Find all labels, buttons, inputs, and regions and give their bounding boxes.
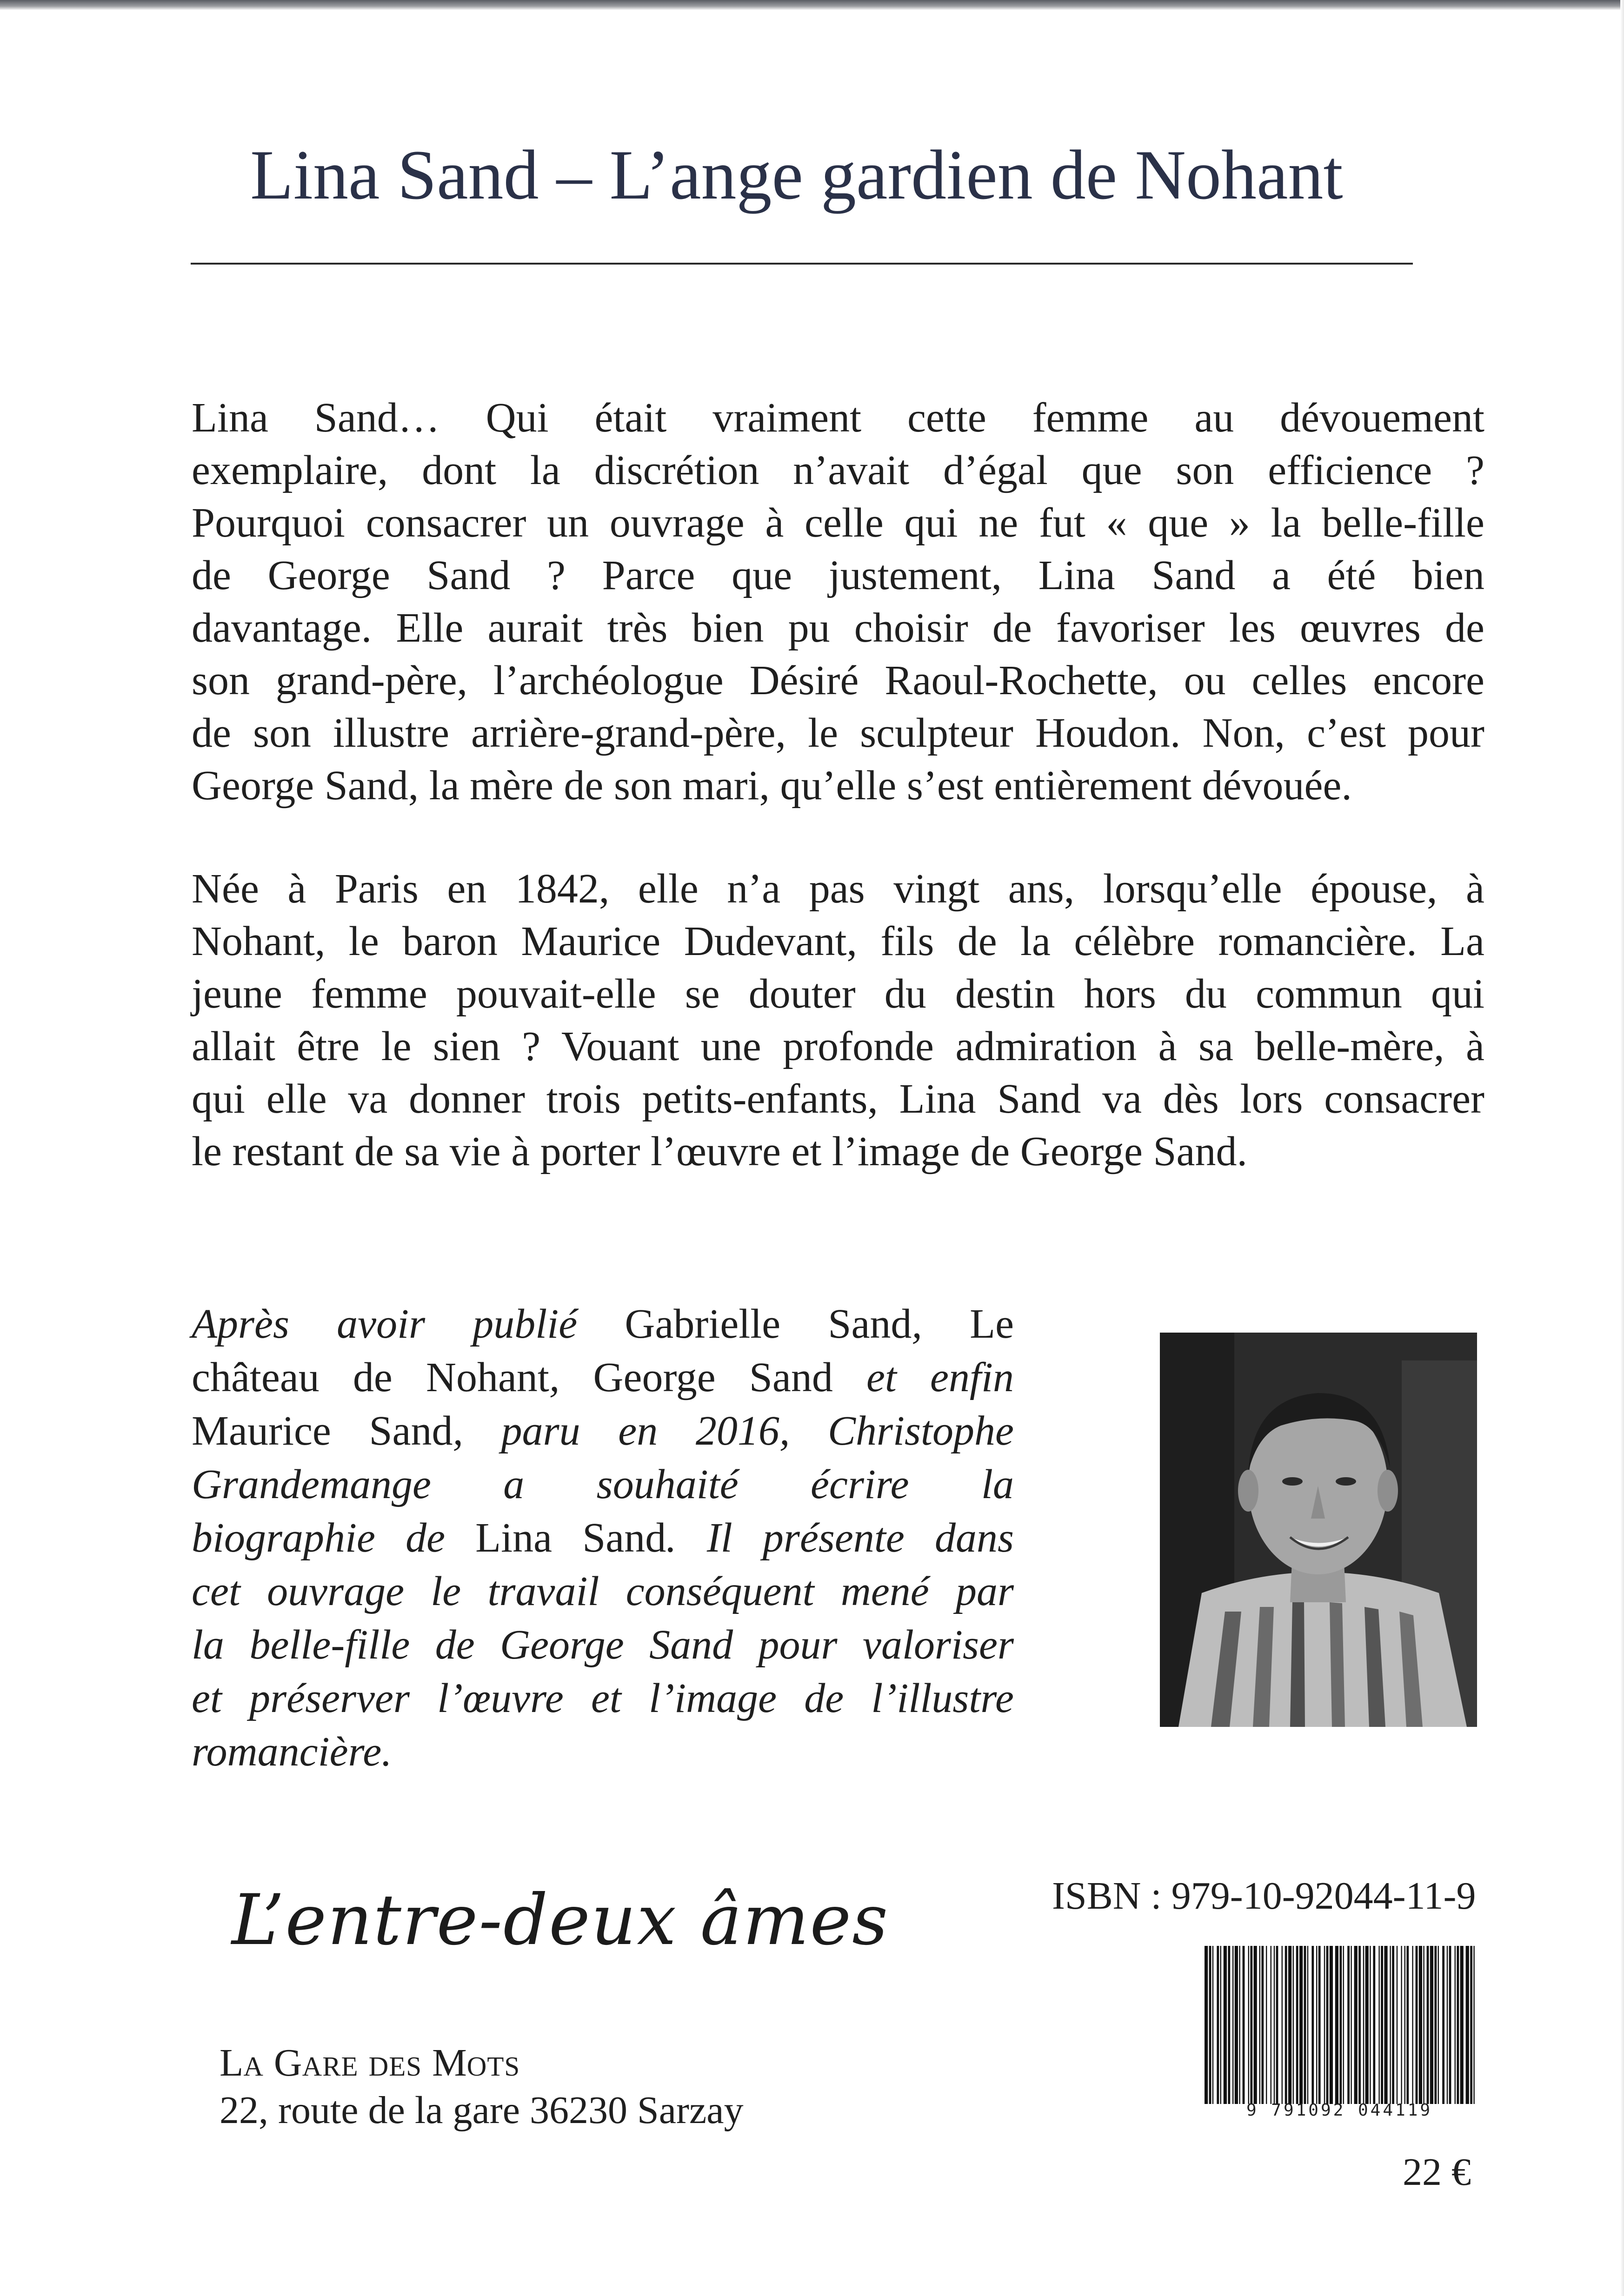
- text-line: de son illustre arrière-grand-père, le sculpteur Houdon. Non, c’est pour: [192, 710, 1484, 756]
- barcode-bar: [1248, 1946, 1249, 2104]
- text-line: qui elle va donner trois petits-enfants, Lina Sand va dès lors consacrer: [192, 1076, 1484, 1122]
- barcode-bar: [1354, 1946, 1358, 2104]
- barcode-bar: [1442, 1946, 1444, 2104]
- barcode-bar: [1427, 1946, 1429, 2104]
- barcode-bar: [1430, 1946, 1433, 2104]
- barcode-bar: [1335, 1946, 1338, 2104]
- bio-line: cet ouvrage le travail conséquent mené par: [192, 1568, 1014, 1614]
- bio-line: romancière.: [192, 1729, 392, 1775]
- barcode-bar: [1381, 1946, 1383, 2104]
- bio-line: Après avoir publié Gabrielle Sand, Le: [192, 1301, 1014, 1347]
- barcode-bar: [1404, 1946, 1405, 2104]
- text-line: son grand-père, l’archéologue Désiré Raoul-Rochette, ou celles encore: [192, 657, 1484, 703]
- barcode-bar: [1392, 1946, 1394, 2104]
- barcode-bar: [1318, 1946, 1321, 2104]
- barcode-bar: [1239, 1946, 1240, 2104]
- barcode-bar: [1347, 1946, 1350, 2104]
- barcode-bar: [1224, 1946, 1227, 2104]
- bio-line: la belle-fille de George Sand pour valoriser: [192, 1622, 1014, 1668]
- text-line: Nohant, le baron Maurice Dudevant, fils de la célèbre romancière. La: [192, 918, 1484, 964]
- barcode-bar: [1288, 1946, 1291, 2104]
- barcode-bar: [1311, 1946, 1314, 2104]
- barcode-bar: [1304, 1946, 1306, 2104]
- text-line: exemplaire, dont la discrétion n’avait d’égal que son efficience ?: [192, 447, 1484, 493]
- barcode-bar: [1293, 1946, 1294, 2104]
- publisher-address: 22, route de la gare 36230 Sarzay: [220, 2089, 744, 2132]
- text-line: le restant de sa vie à porter l’œuvre et l’image de George Sand.: [192, 1128, 1247, 1175]
- barcode-bar: [1299, 1946, 1303, 2104]
- barcode-bar: [1378, 1946, 1379, 2104]
- barcode-bar: [1324, 1946, 1325, 2104]
- barcode-bar: [1363, 1946, 1364, 2104]
- barcode-digits: 9 791092 044119: [1246, 2101, 1433, 2120]
- bio-line: château de Nohant, George Sand et enfin: [192, 1354, 1014, 1400]
- barcode-bar: [1401, 1946, 1402, 2104]
- barcode-bar: [1384, 1946, 1387, 2104]
- barcode-bar: [1232, 1946, 1233, 2104]
- barcode-bar: [1235, 1946, 1238, 2104]
- barcode-bar: [1282, 1946, 1283, 2104]
- barcode-bar: [1212, 1946, 1213, 2104]
- barcode-bar: [1457, 1946, 1459, 2104]
- barcode-bar: [1370, 1946, 1371, 2104]
- barcode-bar: [1412, 1946, 1413, 2104]
- barcode-bar: [1307, 1946, 1308, 2104]
- barcode-bar: [1205, 1946, 1208, 2104]
- isbn-number: ISBN : 979-10-92044-11-9: [1052, 1874, 1476, 1918]
- barcode-bar: [1416, 1946, 1418, 2104]
- text-line: Lina Sand… Qui était vraiment cette femme au dévouement: [192, 395, 1484, 441]
- barcode-bar: [1339, 1946, 1342, 2104]
- author-bio: [192, 1297, 1014, 1778]
- barcode-bar: [1274, 1946, 1275, 2104]
- barcode-bar: [1228, 1946, 1230, 2104]
- bio-line: Grandemange a souhaité écrire la: [192, 1461, 1014, 1507]
- text-line: Née à Paris en 1842, elle n’a pas vingt ans, lorsqu’elle épouse, à: [192, 866, 1484, 912]
- barcode-bar: [1470, 1946, 1472, 2104]
- text-line: davantage. Elle aurait très bien pu choisir de favoriser les œuvres de: [192, 605, 1484, 651]
- barcode-bar: [1261, 1946, 1264, 2104]
- barcode-bar: [1209, 1946, 1211, 2104]
- barcode-bar: [1460, 1946, 1464, 2104]
- barcode-bar: [1243, 1946, 1245, 2104]
- barcode-bar: [1316, 1946, 1317, 2104]
- barcode-bar: [1358, 1946, 1361, 2104]
- bio-line: et préserver l’œuvre et l’image de l’illustre: [192, 1675, 1014, 1721]
- barcode-bar: [1449, 1946, 1451, 2104]
- barcode-bar: [1326, 1946, 1329, 2104]
- cover-right-edge: [1620, 0, 1624, 2296]
- barcode-bar: [1434, 1946, 1437, 2104]
- publisher-logo: L’entre-deux âmes: [232, 1880, 889, 1961]
- cover-top-edge: [0, 0, 1624, 10]
- barcode-bar: [1373, 1946, 1375, 2104]
- barcode-bar: [1419, 1946, 1422, 2104]
- price: 22 €: [1403, 2150, 1471, 2194]
- barcode-bar: [1343, 1946, 1344, 2104]
- barcode-bar: [1390, 1946, 1391, 2104]
- text-line: George Sand, la mère de son mari, qu’elle s’est entièrement dévouée.: [192, 763, 1352, 809]
- text-line: allait être le sien ? Vouant une profonde admiration à sa belle-mère, à: [192, 1023, 1484, 1069]
- text-line: jeune femme pouvait-elle se douter du destin hors du commun qui: [192, 971, 1484, 1017]
- barcode-bar: [1276, 1946, 1278, 2104]
- isbn-barcode: [1202, 1946, 1477, 2104]
- barcode-bar: [1397, 1946, 1398, 2104]
- barcode-bar: [1365, 1946, 1369, 2104]
- publisher-info: [220, 2039, 744, 2134]
- author-photo: [1160, 1333, 1477, 1727]
- bio-line: Maurice Sand, paru en 2016, Christophe: [192, 1408, 1014, 1454]
- barcode-bar: [1473, 1946, 1474, 2104]
- barcode-bar: [1220, 1946, 1221, 2104]
- barcode-bar: [1330, 1946, 1333, 2104]
- barcode-bar: [1266, 1946, 1267, 2104]
- barcode-bar: [1455, 1946, 1456, 2104]
- barcode-bar: [1466, 1946, 1469, 2104]
- barcode-bar: [1438, 1946, 1439, 2104]
- bio-line: biographie de Lina Sand. Il présente dans: [192, 1515, 1014, 1561]
- publisher-name: La Gare des Mots: [220, 2041, 520, 2084]
- book-title: Lina Sand – L’ange gardien de Nohant: [250, 136, 1343, 214]
- barcode-bar: [1250, 1946, 1252, 2104]
- barcode-bar: [1285, 1946, 1287, 2104]
- barcode-bar: [1406, 1946, 1409, 2104]
- barcode-bar: [1254, 1946, 1257, 2104]
- barcode-bar: [1217, 1946, 1219, 2104]
- summary-paragraph-2: [192, 863, 1484, 1178]
- text-line: de George Sand ? Parce que justement, Lina Sand a été bien: [192, 552, 1484, 598]
- barcode-bar: [1423, 1946, 1424, 2104]
- text-line: Pourquoi consacrer un ouvrage à celle qui ne fut « que » la belle-fille: [192, 500, 1484, 546]
- barcode-bar: [1296, 1946, 1298, 2104]
- summary-paragraph-1: [192, 392, 1484, 812]
- title-divider: [191, 263, 1413, 265]
- barcode-bar: [1259, 1946, 1260, 2104]
- barcode-bar: [1447, 1946, 1448, 2104]
